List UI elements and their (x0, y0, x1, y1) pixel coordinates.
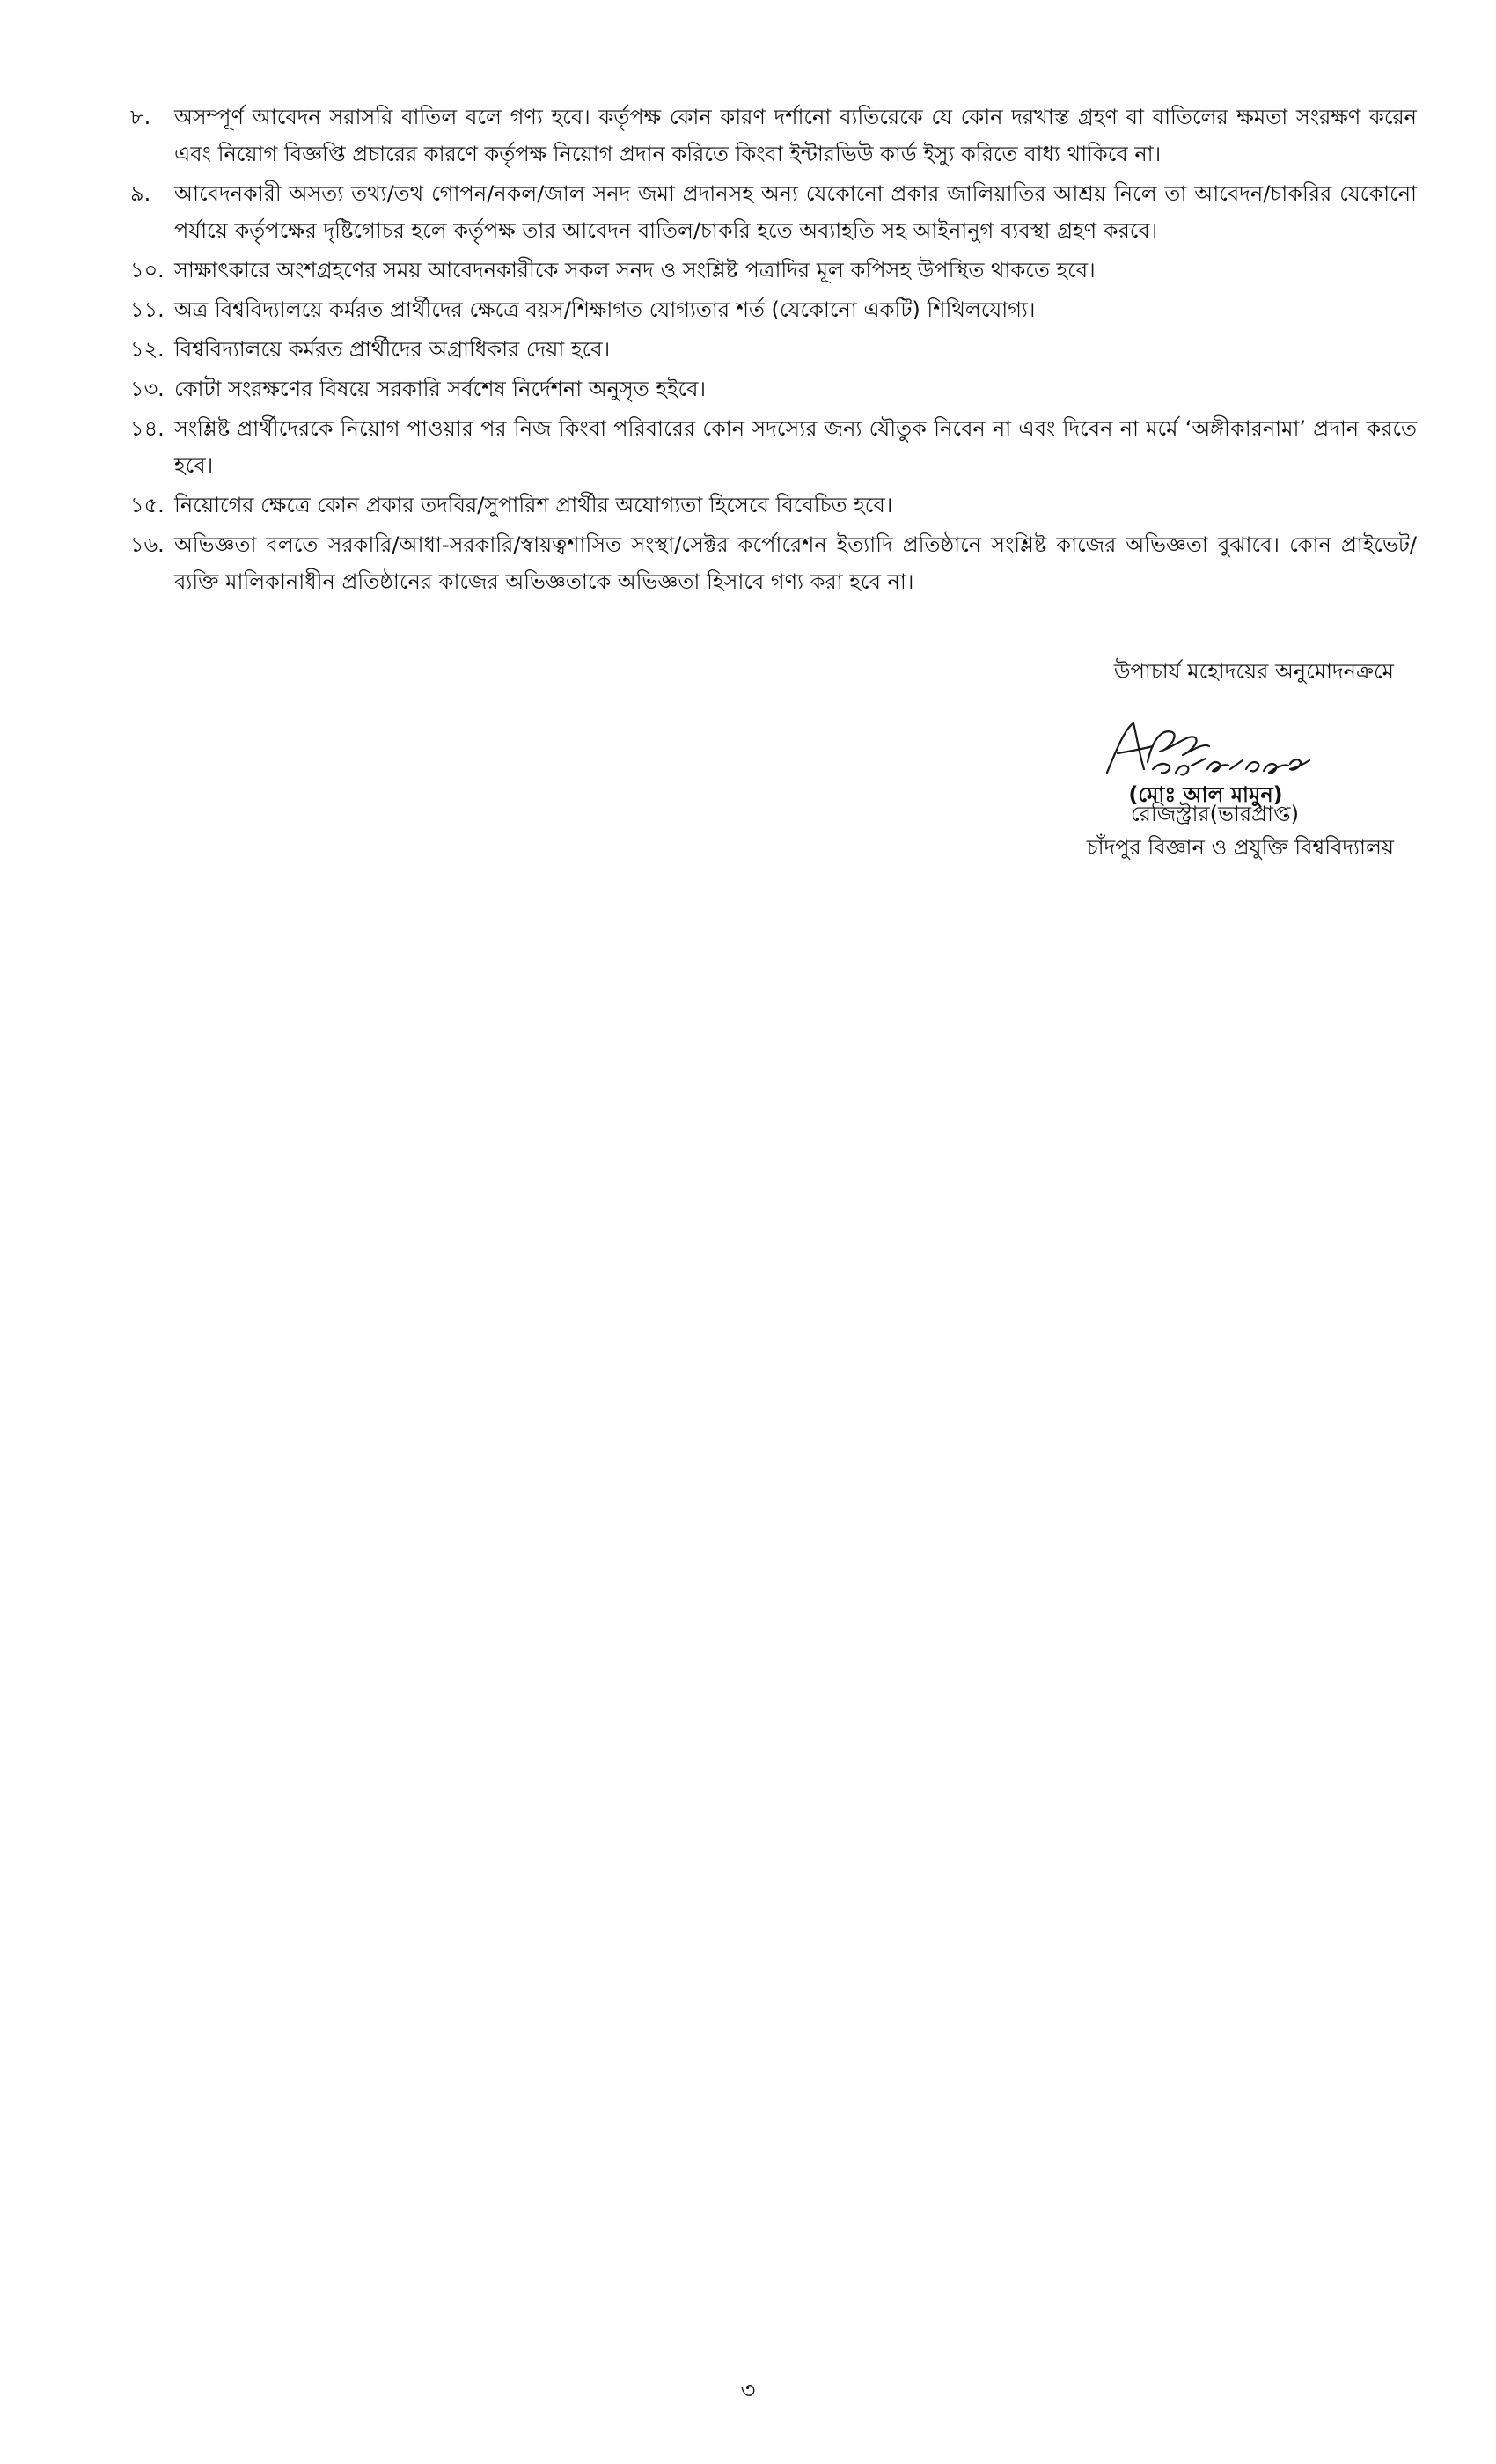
clause-item (130, 175, 1417, 249)
clause-number: ১৪. (130, 416, 165, 441)
clause-text: কোটা সংরক্ষণের বিষয়ে সরকারি সর্বশেষ নির্দেশনা অনুসৃত হইবে। (174, 377, 707, 401)
clause-text: সংশ্লিষ্ট প্রার্থীদেরকে নিয়োগ পাওয়ার পর নিজ কিংবা পরিবারের কোন সদস্যের জন্য যৌতুক নিবেন না এবং দিবেন না মর্মে ‘অঙ্গীকারনামা’ প্রদান করতে হবে। (174, 416, 1417, 478)
signer-institution: চাঁদপুর বিজ্ঞান ও প্রযুক্তি বিশ্ববিদ্যালয় (1086, 835, 1394, 860)
clause-item (130, 331, 1417, 368)
clause-text: আবেদনকারী অসত্য তথ্য/তথ গোপন/নকল/জাল সনদ জমা প্রদানসহ অন্য যেকোনো প্রকার জালিয়াতির আশ্রয় নিলে তা আবেদন/চাকরির যেকোনো পর্যায়ে কর্তৃপক্ষের দৃষ্টিগোচর হলে কর্তৃপক্ষ তার আবেদন বাতিল/চাকরি হতে অব্যাহতি সহ আইনানুগ ব্যবস্থা গ্রহণ করবে। (174, 181, 1417, 243)
clause-text: অসম্পূর্ণ আবেদন সরাসরি বাতিল বলে গণ্য হবে। কর্তৃপক্ষ কোন কারণ দর্শানো ব্যতিরেকে যে কোন দরখাস্ত গ্রহণ বা বাতিলের ক্ষমতা সংরক্ষণ করেন এবং নিয়োগ বিজ্ঞপ্তি প্রচারের কারণে কর্তৃপক্ষ নিয়োগ প্রদান করিতে কিংবা ইন্টারভিউ কার্ড ইস্যু করিতে বাধ্য থাকিবে না। (174, 105, 1417, 166)
clause-number: ১১. (130, 297, 165, 322)
clause-number: ১০. (130, 258, 165, 282)
clause-text: সাক্ষাৎকারে অংশগ্রহণের সময় আবেদনকারীকে সকল সনদ ও সংশ্লিষ্ট পত্রাদির মূল কপিসহ উপস্থিত থাকতে হবে। (174, 258, 1096, 282)
clause-text: অত্র বিশ্ববিদ্যালয়ে কর্মরত প্রার্থীদের ক্ষেত্রে বয়স/শিক্ষাগত যোগ্যতার শর্ত (যেকোনো একটি) শিথিলযোগ্য। (174, 297, 1036, 322)
clause-list (130, 99, 1417, 603)
handwritten-signature (1091, 711, 1320, 783)
clause-item (130, 99, 1417, 172)
clause-item (130, 291, 1417, 328)
signer-details (1087, 797, 1394, 864)
clause-text: নিয়োগের ক্ষেত্রে কোন প্রকার তদবির/সুপারিশ প্রার্থীর অযোগ্যতা হিসেবে বিবেচিত হবে। (174, 493, 893, 517)
clause-number: ৯. (130, 181, 151, 206)
clause-item (130, 252, 1417, 289)
clause-text: অভিজ্ঞতা বলতে সরকারি/আধা-সরকারি/স্বায়ত্বশাসিত সংস্থা/সেক্টর কর্পোরেশন ইত্যাদি প্রতিষ্ঠানে সংশ্লিষ্ট কাজের অভিজ্ঞতা বুঝাবে। কোন প্রাইভেট/ব্যক্তি মালিকানাধীন প্রতিষ্ঠানের কাজের অভিজ্ঞতাকে অভিজ্ঞতা হিসাবে গণ্য করা হবে না। (174, 532, 1417, 594)
page-number: ৩ (740, 2378, 756, 2404)
clause-number: ১৩. (130, 377, 165, 401)
clause-item (130, 370, 1417, 407)
clause-number: ১৬. (130, 532, 165, 557)
clause-number: ১৫. (130, 493, 165, 517)
clause-item (130, 487, 1417, 524)
signer-name: (মোঃ আল মামুন) (1128, 782, 1283, 807)
clause-text: বিশ্ববিদ্যালয়ে কর্মরত প্রার্থীদের অগ্রাধিকার দেয়া হবে। (174, 337, 611, 362)
clause-number: ১২. (130, 337, 165, 362)
clause-item (130, 526, 1417, 600)
clause-number: ৮. (130, 105, 151, 129)
approval-note: উপাচার্য মহোদয়ের অনুমোদনক্রমে (1113, 659, 1394, 684)
signer-designation: রেজিস্ট্রার(ভারপ্রাপ্ত) (1130, 802, 1299, 826)
signature-block (1021, 711, 1390, 811)
clause-item (130, 410, 1417, 484)
